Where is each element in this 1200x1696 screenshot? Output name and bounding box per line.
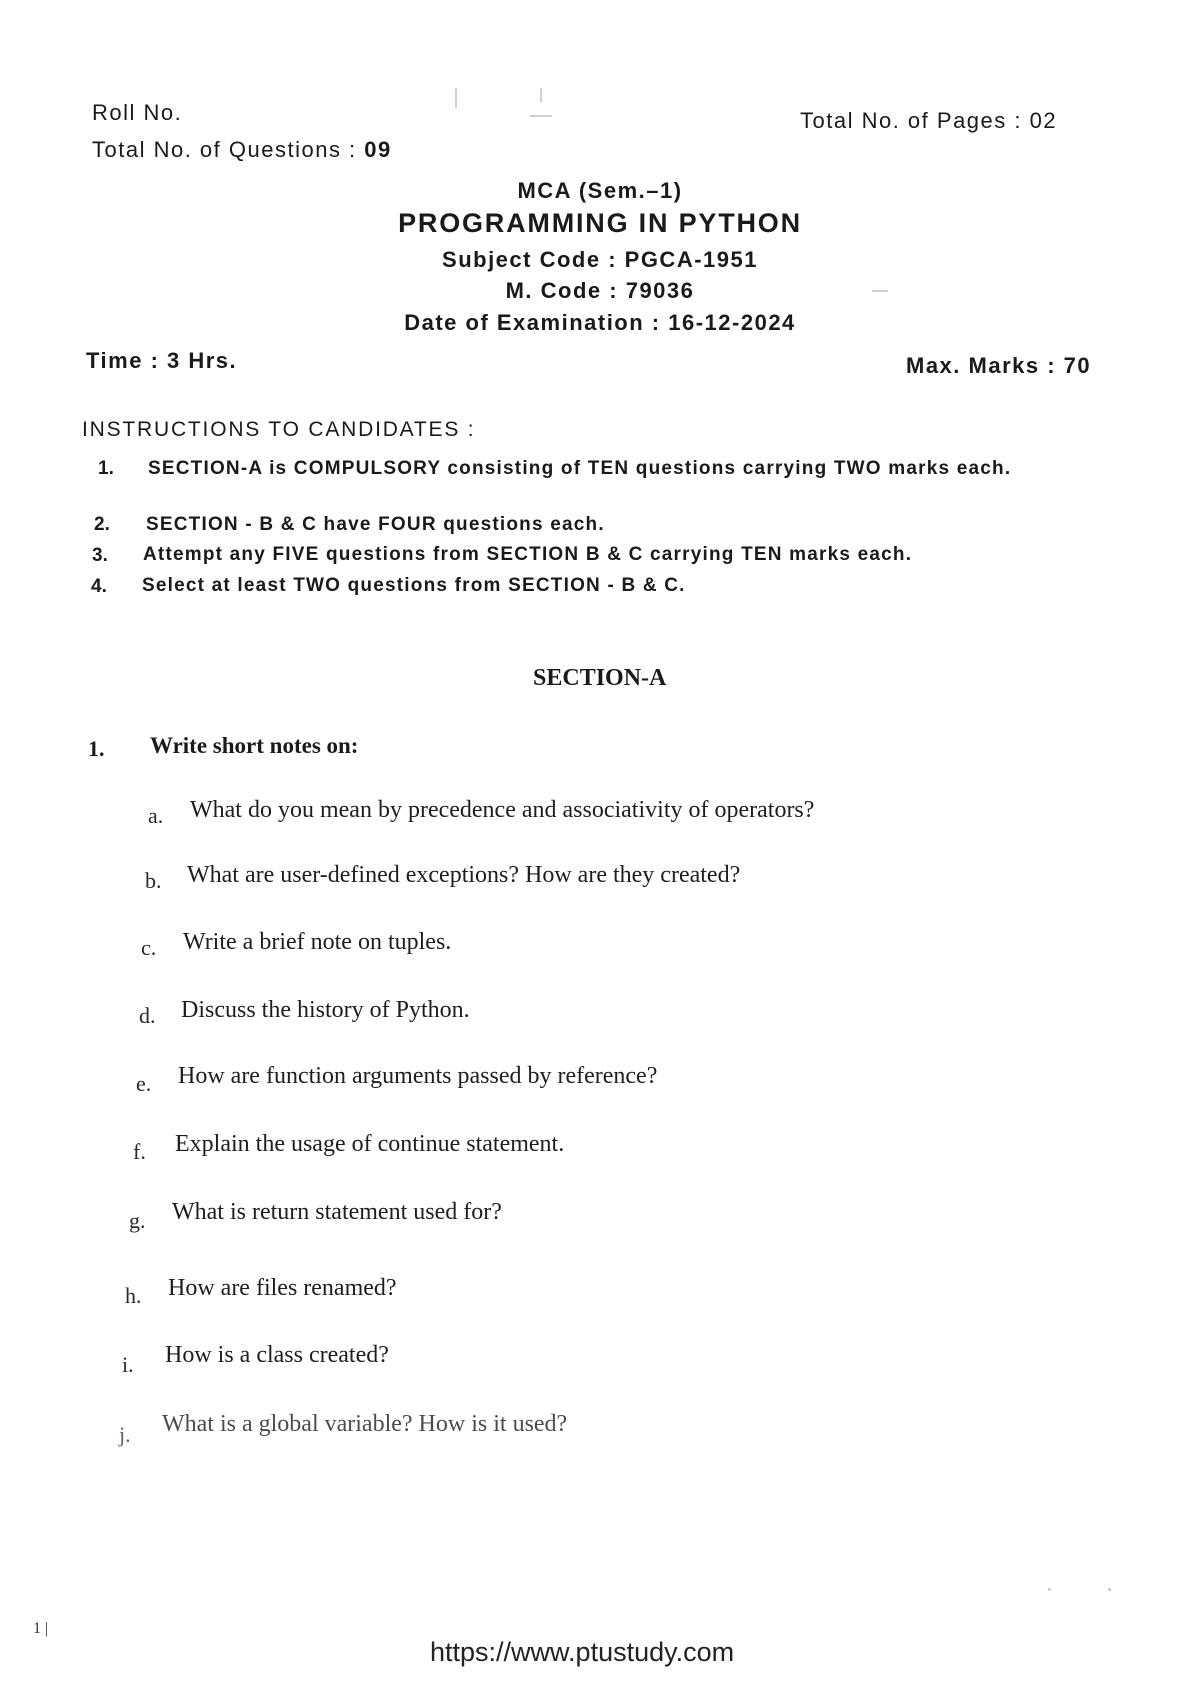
- scan-smudge: [530, 115, 552, 117]
- part-text: What are user-defined exceptions? How are they created?: [187, 862, 741, 888]
- part-letter: j.: [119, 1422, 131, 1447]
- total-questions: [92, 137, 392, 163]
- part-letter: i.: [122, 1352, 134, 1377]
- instruction-text: SECTION - B & C have FOUR questions each.: [146, 514, 605, 535]
- part-letter: g.: [129, 1208, 146, 1233]
- course-title: MCA (Sem.–1): [517, 178, 683, 203]
- instructions-title: INSTRUCTIONS TO CANDIDATES :: [82, 418, 476, 441]
- footer-url[interactable]: https://www.ptustudy.com: [430, 1637, 735, 1667]
- part-text: How are function arguments passed by reference?: [178, 1063, 658, 1089]
- instruction-number: 1.: [98, 458, 114, 479]
- scan-dot: [1108, 1588, 1111, 1591]
- subject-code: Subject Code : PGCA-1951: [442, 247, 758, 272]
- part-text: How are files renamed?: [168, 1275, 397, 1301]
- question-text: Write short notes on:: [150, 733, 359, 758]
- page-number-mark: 1 |: [33, 1620, 49, 1637]
- question-number: 1.: [88, 736, 105, 761]
- max-marks: Max. Marks : 70: [906, 353, 1092, 378]
- part-letter: d.: [139, 1003, 156, 1028]
- instruction-text: SECTION-A is COMPULSORY consisting of TEN questions carrying TWO marks each.: [148, 458, 1012, 479]
- time-allowed: Time : 3 Hrs.: [86, 348, 238, 373]
- part-text: Write a brief note on tuples.: [183, 929, 452, 955]
- part-text: What is a global variable? How is it used?: [162, 1411, 568, 1437]
- part-letter: c.: [141, 935, 157, 960]
- scan-dot: [1048, 1588, 1051, 1591]
- instruction-number: 2.: [94, 514, 110, 535]
- scan-smudge: [540, 88, 542, 102]
- part-text: Explain the usage of continue statement.: [175, 1131, 565, 1157]
- instruction-number: 4.: [91, 576, 107, 597]
- part-letter: f.: [133, 1139, 146, 1164]
- instruction-number: 3.: [92, 545, 108, 566]
- total-pages: Total No. of Pages : 02: [800, 108, 1058, 133]
- exam-date: [0, 310, 1200, 336]
- scan-smudge: [455, 88, 457, 108]
- part-letter: a.: [148, 803, 164, 828]
- subject-title: PROGRAMMING IN PYTHON: [398, 208, 802, 238]
- part-text: How is a class created?: [165, 1342, 389, 1368]
- total-questions-value: 09: [364, 137, 392, 162]
- exam-date-value: 16-12-2024: [668, 310, 796, 335]
- m-code: M. Code : 79036: [505, 278, 695, 303]
- part-text: What do you mean by precedence and associativity of operators?: [190, 797, 815, 823]
- part-text: What is return statement used for?: [172, 1199, 502, 1225]
- total-questions-label: Total No. of Questions :: [92, 137, 365, 162]
- part-letter: b.: [145, 868, 162, 893]
- part-letter: h.: [125, 1283, 142, 1308]
- part-text: Discuss the history of Python.: [181, 997, 470, 1023]
- instruction-text: Attempt any FIVE questions from SECTION B & C carrying TEN marks each.: [143, 544, 913, 565]
- scan-dash: [872, 290, 888, 292]
- instruction-text: Select at least TWO questions from SECTION - B & C.: [142, 575, 686, 596]
- roll-no: Roll No.: [92, 100, 183, 125]
- exam-date-label: Date of Examination :: [404, 310, 669, 335]
- part-letter: e.: [136, 1071, 152, 1096]
- section-a-title: SECTION-A: [533, 665, 667, 691]
